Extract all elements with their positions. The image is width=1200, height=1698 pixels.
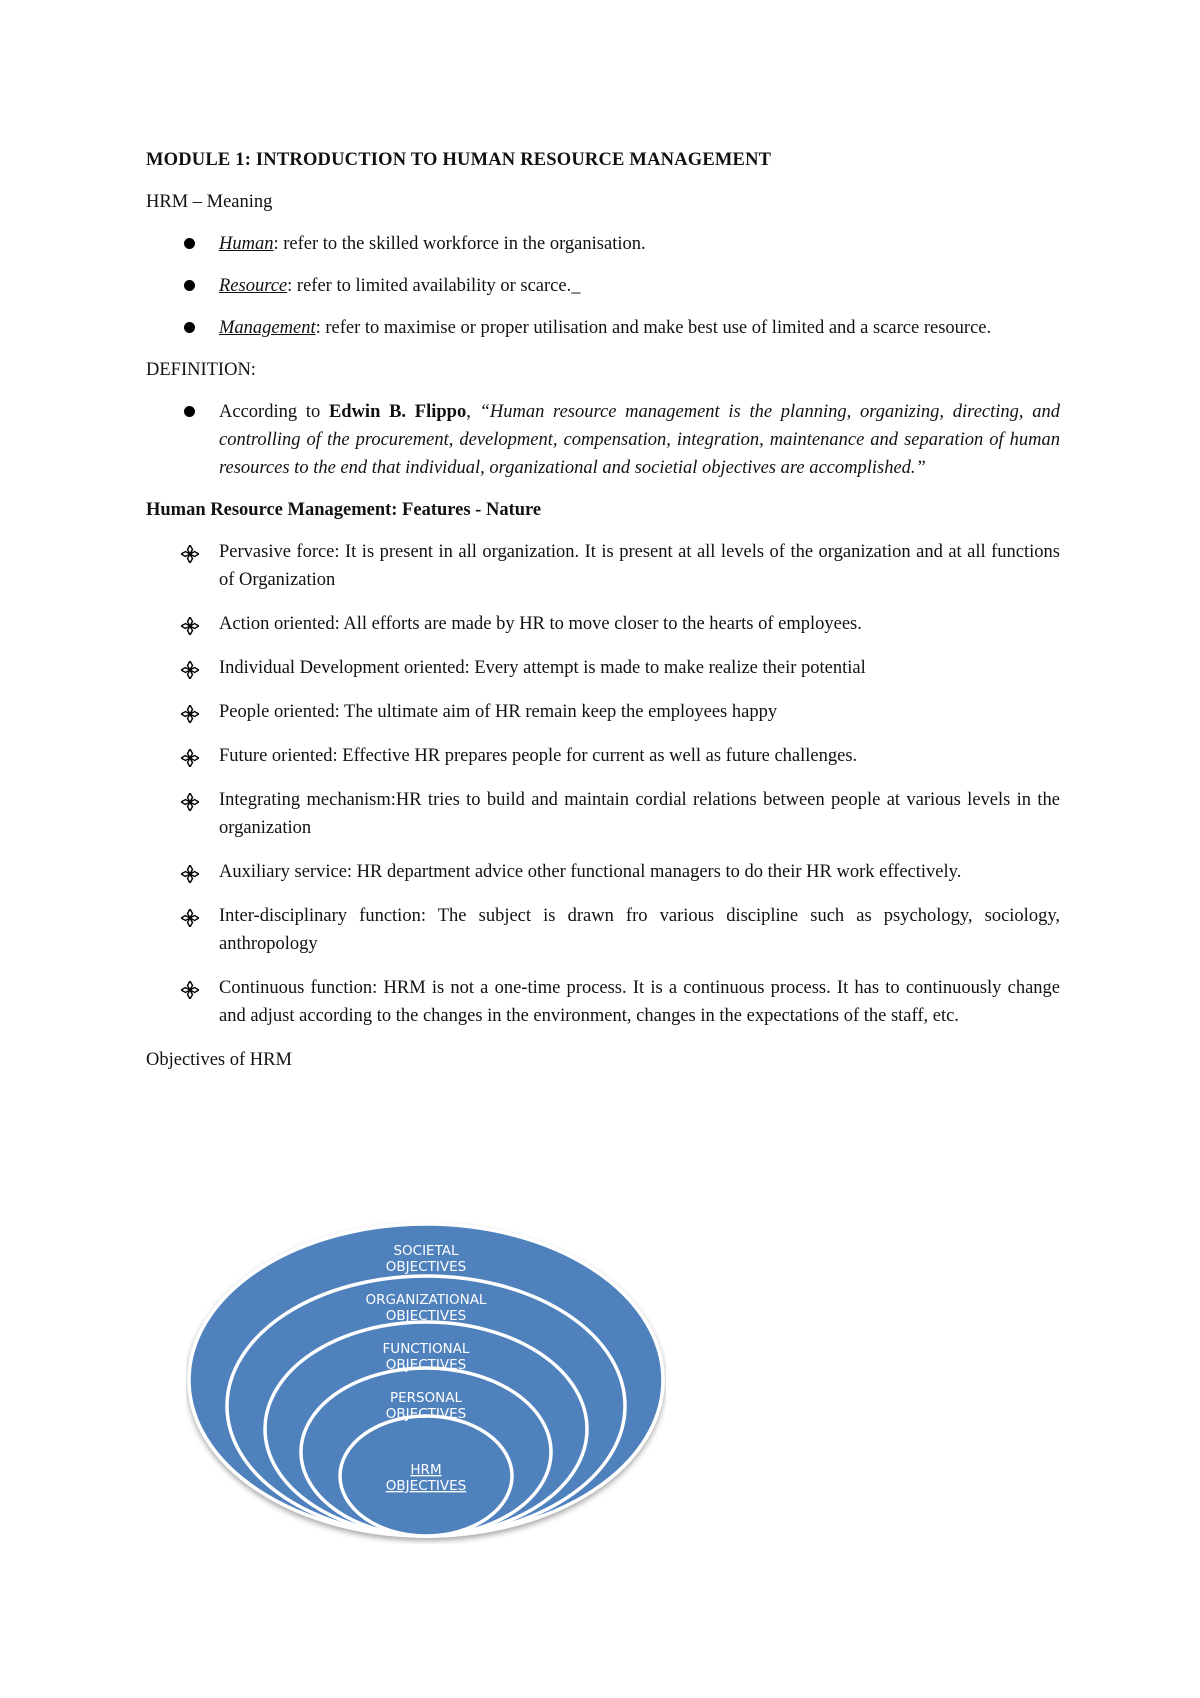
meaning-term: Management xyxy=(219,318,316,338)
feature-text: People oriented: The ultimate aim of HR remain keep the employees happy xyxy=(219,702,778,722)
diamond-bullet-icon xyxy=(181,864,199,882)
organizational-label-1: ORGANIZATIONAL xyxy=(365,1292,487,1308)
meaning-text: : refer to limited availability or scarce._ xyxy=(287,276,581,296)
feature-text: Action oriented: All efforts are made by HR to move closer to the hearts of employees. xyxy=(219,614,862,634)
feature-text: Auxiliary service: HR department advice other functional managers to do their HR work effectively. xyxy=(219,862,962,882)
personal-label-1: PERSONAL xyxy=(389,1390,463,1406)
objectives-diagram-svg xyxy=(186,1222,666,1544)
objectives-heading: Objectives of HRM xyxy=(146,1050,292,1070)
definition-author: Edwin B. Flippo xyxy=(328,402,467,422)
meaning-term: Resource xyxy=(219,276,288,296)
document-page xyxy=(146,146,1060,1088)
objectives-diagram xyxy=(186,1222,666,1544)
feature-text: Individual Development oriented: Every attempt is made to make realize their potential xyxy=(219,658,866,678)
meaning-item-human xyxy=(146,230,1060,258)
hrm-label-2: OBJECTIVES xyxy=(385,1478,467,1494)
diamond-bullet-icon xyxy=(181,660,199,678)
feature-item xyxy=(146,610,1060,638)
definition-prefix: According to xyxy=(219,402,329,422)
meaning-term: Human xyxy=(219,234,274,254)
feature-text: Inter-disciplinary function: The subject is drawn fro various discipline such as psychology, sociology, anthropology xyxy=(219,906,1060,954)
feature-text: Continuous function: HRM is not a one-time process. It is a continuous process. It has to continuously change and adjust according to the changes in the environment, changes in the expectations of the staff, etc. xyxy=(219,978,1060,1026)
functional-label-2: OBJECTIVES xyxy=(385,1357,467,1373)
bullet-dot-icon xyxy=(184,322,195,333)
meaning-text: : refer to maximise or proper utilisation and make best use of limited and a scarce resource. xyxy=(315,318,992,338)
features-heading: Human Resource Management: Features - Nature xyxy=(146,500,542,520)
bullet-dot-icon xyxy=(184,406,195,417)
diamond-bullet-icon xyxy=(181,616,199,634)
feature-item xyxy=(146,786,1060,842)
diamond-bullet-icon xyxy=(181,704,199,722)
feature-text: Pervasive force: It is present in all organization. It is present at all levels of the organization and at all functions of Organization xyxy=(219,542,1060,590)
meaning-text: : refer to the skilled workforce in the organisation. xyxy=(273,234,646,254)
meaning-item-management xyxy=(146,314,1060,342)
feature-item xyxy=(146,698,1060,726)
feature-item xyxy=(146,902,1060,958)
feature-item xyxy=(146,974,1060,1030)
feature-item xyxy=(146,654,1060,682)
personal-label-2: OBJECTIVES xyxy=(385,1406,467,1422)
definition-separator: , xyxy=(466,402,480,422)
meaning-item-resource xyxy=(146,272,1060,300)
hrm-label-1: HRM xyxy=(410,1462,442,1478)
features-list xyxy=(146,538,1060,1030)
feature-item xyxy=(146,858,1060,886)
functional-label-1: FUNCTIONAL xyxy=(382,1341,470,1357)
definition-quote: “Human resource management is the planning, organizing, directing, and controlling of the procurement, development, compensation, integration, maintenance and separation of human resources to the end that individual, organizational and societial objectives are accomplished.” xyxy=(219,402,1061,478)
meaning-heading: HRM – Meaning xyxy=(146,192,273,212)
societal-label-1: SOCIETAL xyxy=(393,1243,459,1259)
definition-item xyxy=(146,398,1060,482)
diamond-bullet-icon xyxy=(181,748,199,766)
diamond-bullet-icon xyxy=(181,908,199,926)
feature-item xyxy=(146,742,1060,770)
diamond-bullet-icon xyxy=(181,980,199,998)
bullet-dot-icon xyxy=(184,238,195,249)
page-title: MODULE 1: INTRODUCTION TO HUMAN RESOURCE MANAGEMENT xyxy=(146,150,772,170)
meaning-list xyxy=(146,230,1060,342)
diamond-bullet-icon xyxy=(181,792,199,810)
definition-heading: DEFINITION: xyxy=(146,360,256,380)
feature-text: Future oriented: Effective HR prepares people for current as well as future challenges. xyxy=(219,746,858,766)
organizational-label-2: OBJECTIVES xyxy=(385,1308,467,1324)
diamond-bullet-icon xyxy=(181,544,199,562)
bullet-dot-icon xyxy=(184,280,195,291)
feature-item xyxy=(146,538,1060,594)
feature-text: Integrating mechanism:HR tries to build and maintain cordial relations between people at various levels in the organization xyxy=(219,790,1060,838)
definition-list xyxy=(146,398,1060,482)
societal-label-2: OBJECTIVES xyxy=(385,1259,467,1275)
